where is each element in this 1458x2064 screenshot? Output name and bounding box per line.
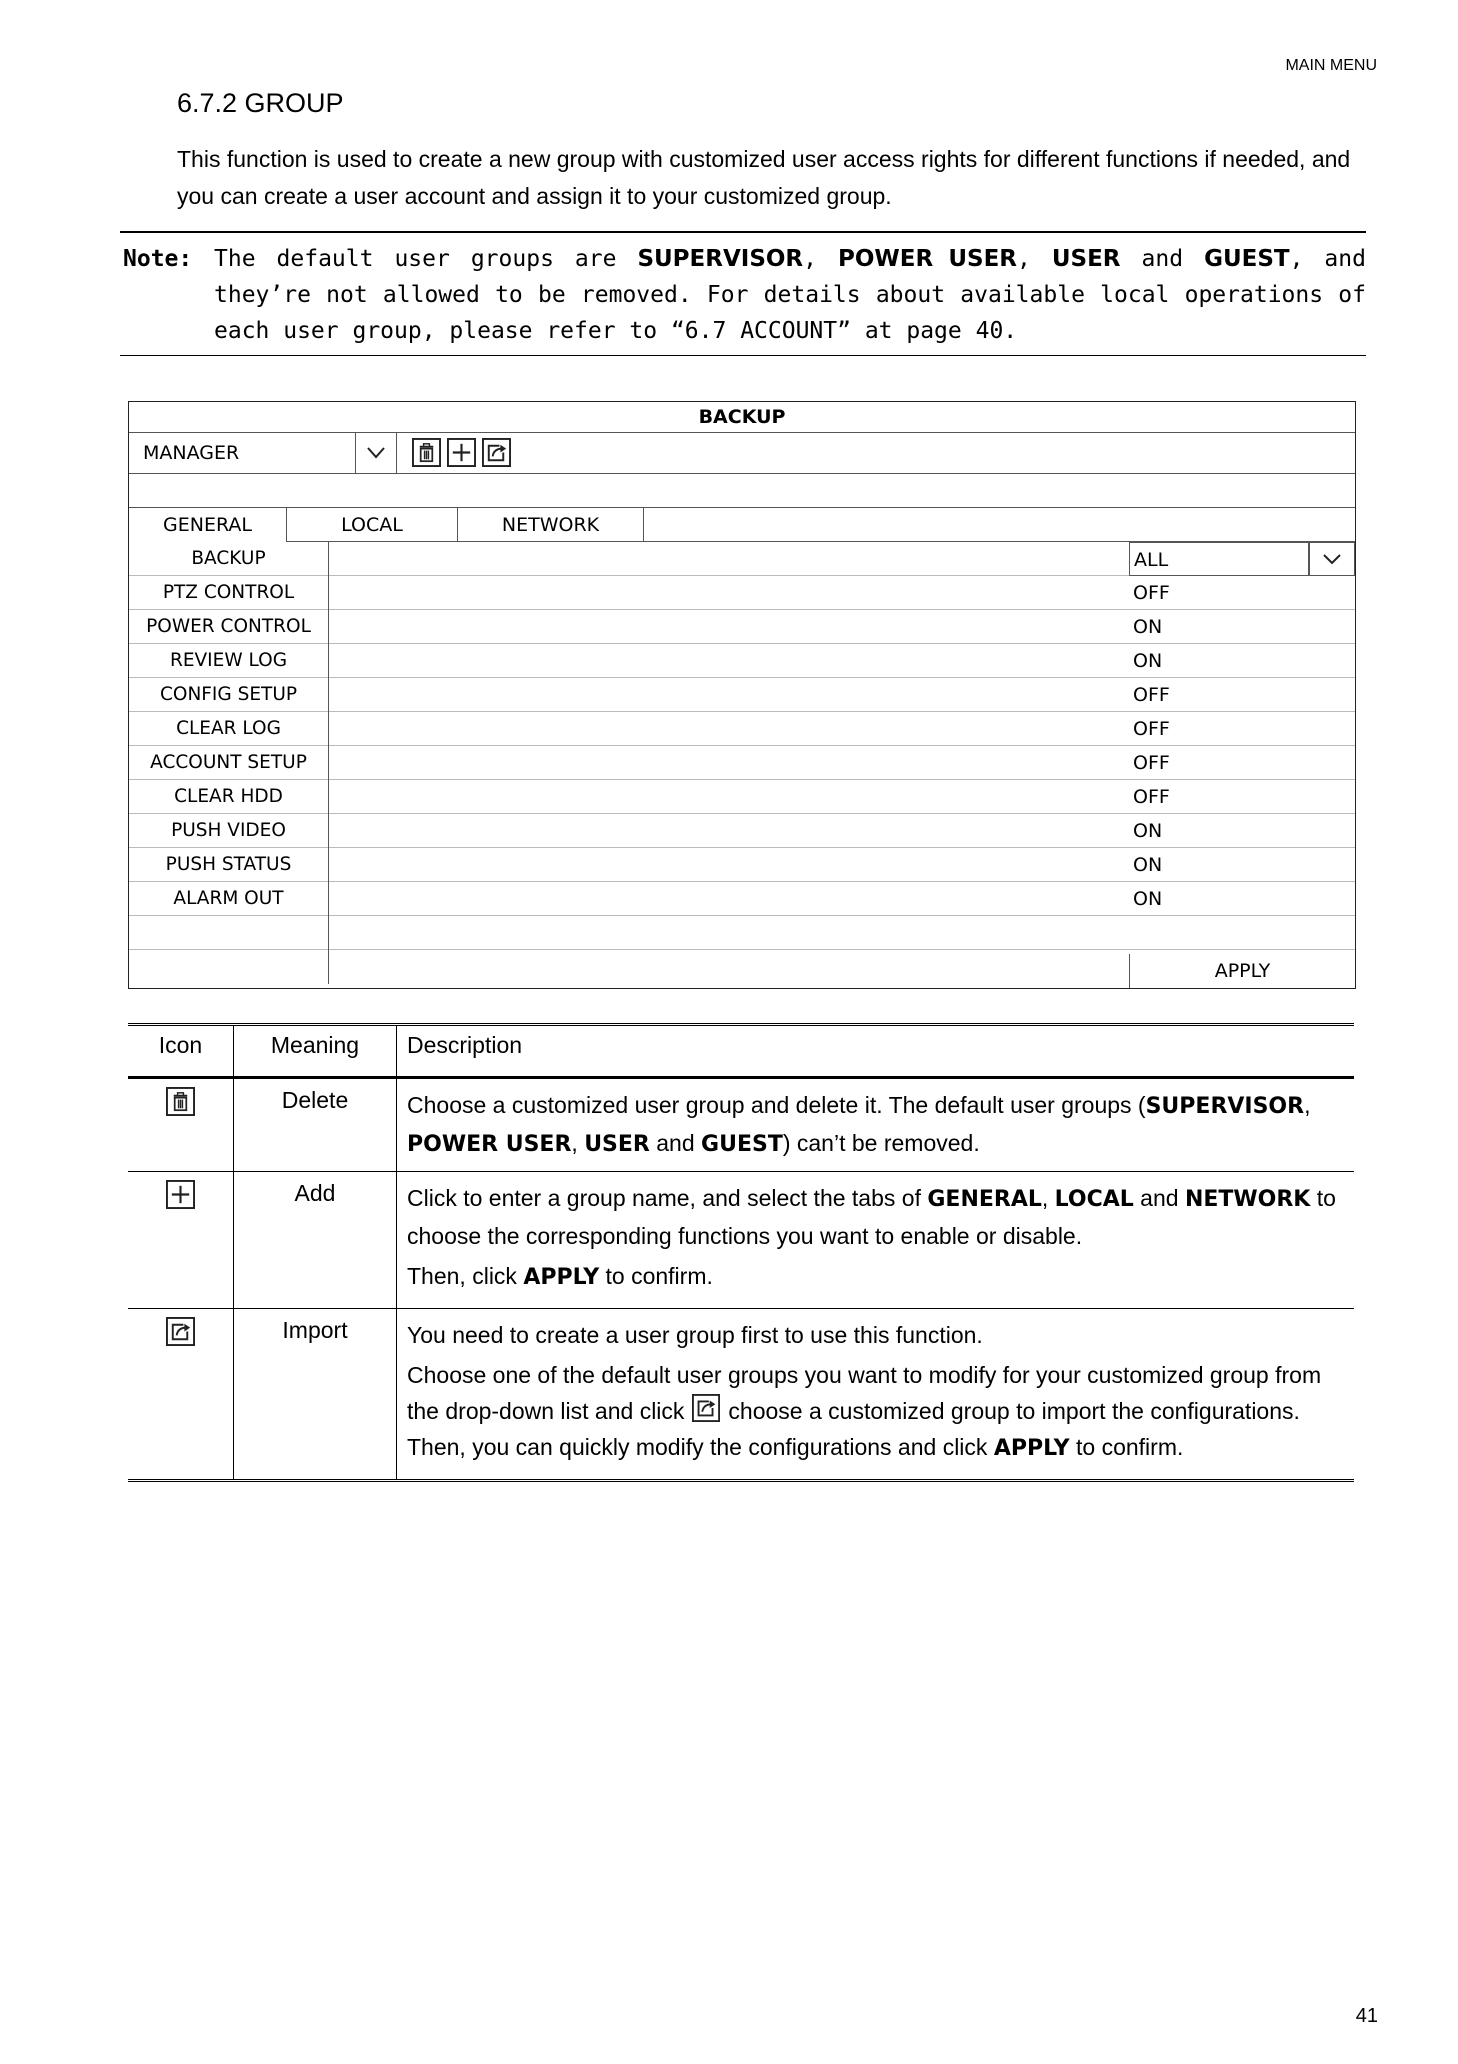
function-row	[129, 814, 1355, 848]
function-name: PTZ CONTROL	[129, 576, 329, 610]
note-label: Note:	[123, 246, 193, 272]
function-row	[129, 542, 1355, 576]
function-name: CLEAR LOG	[129, 712, 329, 746]
empty-cell	[129, 916, 329, 950]
function-row	[129, 746, 1355, 780]
function-value[interactable]: ON	[1133, 650, 1163, 672]
note-box	[120, 231, 1366, 356]
function-value[interactable]: ON	[1133, 854, 1163, 876]
import-icon[interactable]	[482, 438, 511, 467]
icon-cell	[128, 1172, 234, 1309]
panel-title: BACKUP	[129, 402, 1355, 433]
meaning-cell: Add	[234, 1172, 397, 1309]
meaning-cell: Import	[234, 1309, 397, 1481]
table-row	[128, 1309, 1354, 1481]
add-icon[interactable]	[447, 438, 476, 467]
group-select[interactable]: MANAGER	[143, 442, 240, 464]
group-dropdown-button[interactable]	[355, 433, 397, 473]
group-select-row	[129, 433, 1355, 474]
function-row	[129, 882, 1355, 916]
tab-general[interactable]: GENERAL	[129, 508, 287, 542]
table-row	[128, 1078, 1354, 1172]
function-row	[129, 848, 1355, 882]
page-number: 41	[1355, 2005, 1378, 2027]
function-value[interactable]: ON	[1133, 820, 1163, 842]
chevron-down-icon	[1310, 543, 1354, 575]
note-body: The default user groups are SUPERVISOR, POWER USER, USER and GUEST, and they’re not allowed to be removed. For details about available local operations of each user group, please refer to “6.7 ACCOUNT” at page 40.	[214, 246, 1366, 344]
function-value[interactable]: ON	[1133, 888, 1163, 910]
import-icon	[692, 1394, 720, 1422]
function-value[interactable]: OFF	[1133, 786, 1170, 808]
running-header: MAIN MENU	[1285, 57, 1377, 74]
table-row	[128, 1172, 1354, 1309]
function-value[interactable]: OFF	[1133, 752, 1170, 774]
function-name: CLEAR HDD	[129, 780, 329, 814]
function-name: ALARM OUT	[129, 882, 329, 916]
empty-row	[129, 916, 1355, 950]
header-icon: Icon	[128, 1025, 234, 1078]
import-icon	[166, 1317, 195, 1346]
blank-row	[129, 474, 1355, 508]
function-row	[129, 780, 1355, 814]
tab-network[interactable]: NETWORK	[458, 508, 644, 542]
function-name: CONFIG SETUP	[129, 678, 329, 712]
description-cell: You need to create a user group first to use this function. Choose one of the default user groups you want to modify for your customized group from the drop-down list and click choose a customized group to import the configurations. Then, you can quickly modify the configurations and click APPLY to confirm.	[397, 1309, 1355, 1481]
function-value[interactable]: ON	[1133, 616, 1163, 638]
delete-icon	[166, 1087, 195, 1116]
tab-strip-filler	[644, 508, 1355, 542]
function-value[interactable]: OFF	[1133, 582, 1170, 604]
function-row	[129, 644, 1355, 678]
tab-local[interactable]: LOCAL	[287, 508, 458, 542]
delete-icon[interactable]	[412, 438, 441, 467]
table-header-row	[128, 1025, 1354, 1078]
function-value[interactable]: OFF	[1133, 718, 1170, 740]
function-name: PUSH VIDEO	[129, 814, 329, 848]
function-name: ACCOUNT SETUP	[129, 746, 329, 780]
icon-cell	[128, 1078, 234, 1172]
function-name: REVIEW LOG	[129, 644, 329, 678]
function-name: PUSH STATUS	[129, 848, 329, 882]
apply-button[interactable]: APPLY	[1129, 954, 1355, 988]
function-row	[129, 712, 1355, 746]
description-cell: Choose a customized user group and delete it. The default user groups (SUPERVISOR, POWER USER, USER and GUEST) can’t be removed.	[397, 1078, 1355, 1172]
function-row	[129, 610, 1355, 644]
function-row	[129, 576, 1355, 610]
icon-cell	[128, 1309, 234, 1481]
icon-legend-table	[128, 1023, 1354, 1482]
group-settings-panel	[128, 401, 1356, 989]
header-meaning: Meaning	[234, 1025, 397, 1078]
chevron-down-icon	[356, 433, 396, 473]
header-description: Description	[397, 1025, 1355, 1078]
backup-dropdown-button[interactable]	[1309, 542, 1355, 576]
section-title: 6.7.2 GROUP	[177, 88, 344, 118]
meaning-cell: Delete	[234, 1078, 397, 1172]
function-name: POWER CONTROL	[129, 610, 329, 644]
function-name: BACKUP	[129, 542, 329, 576]
function-row	[129, 678, 1355, 712]
function-value[interactable]: OFF	[1133, 684, 1170, 706]
description-cell: Click to enter a group name, and select the tabs of GENERAL, LOCAL and NETWORK to choose the corresponding functions you want to enable or disable. Then, click APPLY to confirm.	[397, 1172, 1355, 1309]
empty-cell	[129, 950, 329, 984]
intro-paragraph: This function is used to create a new group with customized user access rights for different functions if needed, and you can create a user account and assign it to your customized group.	[177, 146, 1351, 209]
backup-select[interactable]: ALL	[1129, 542, 1309, 576]
add-icon	[166, 1180, 195, 1209]
